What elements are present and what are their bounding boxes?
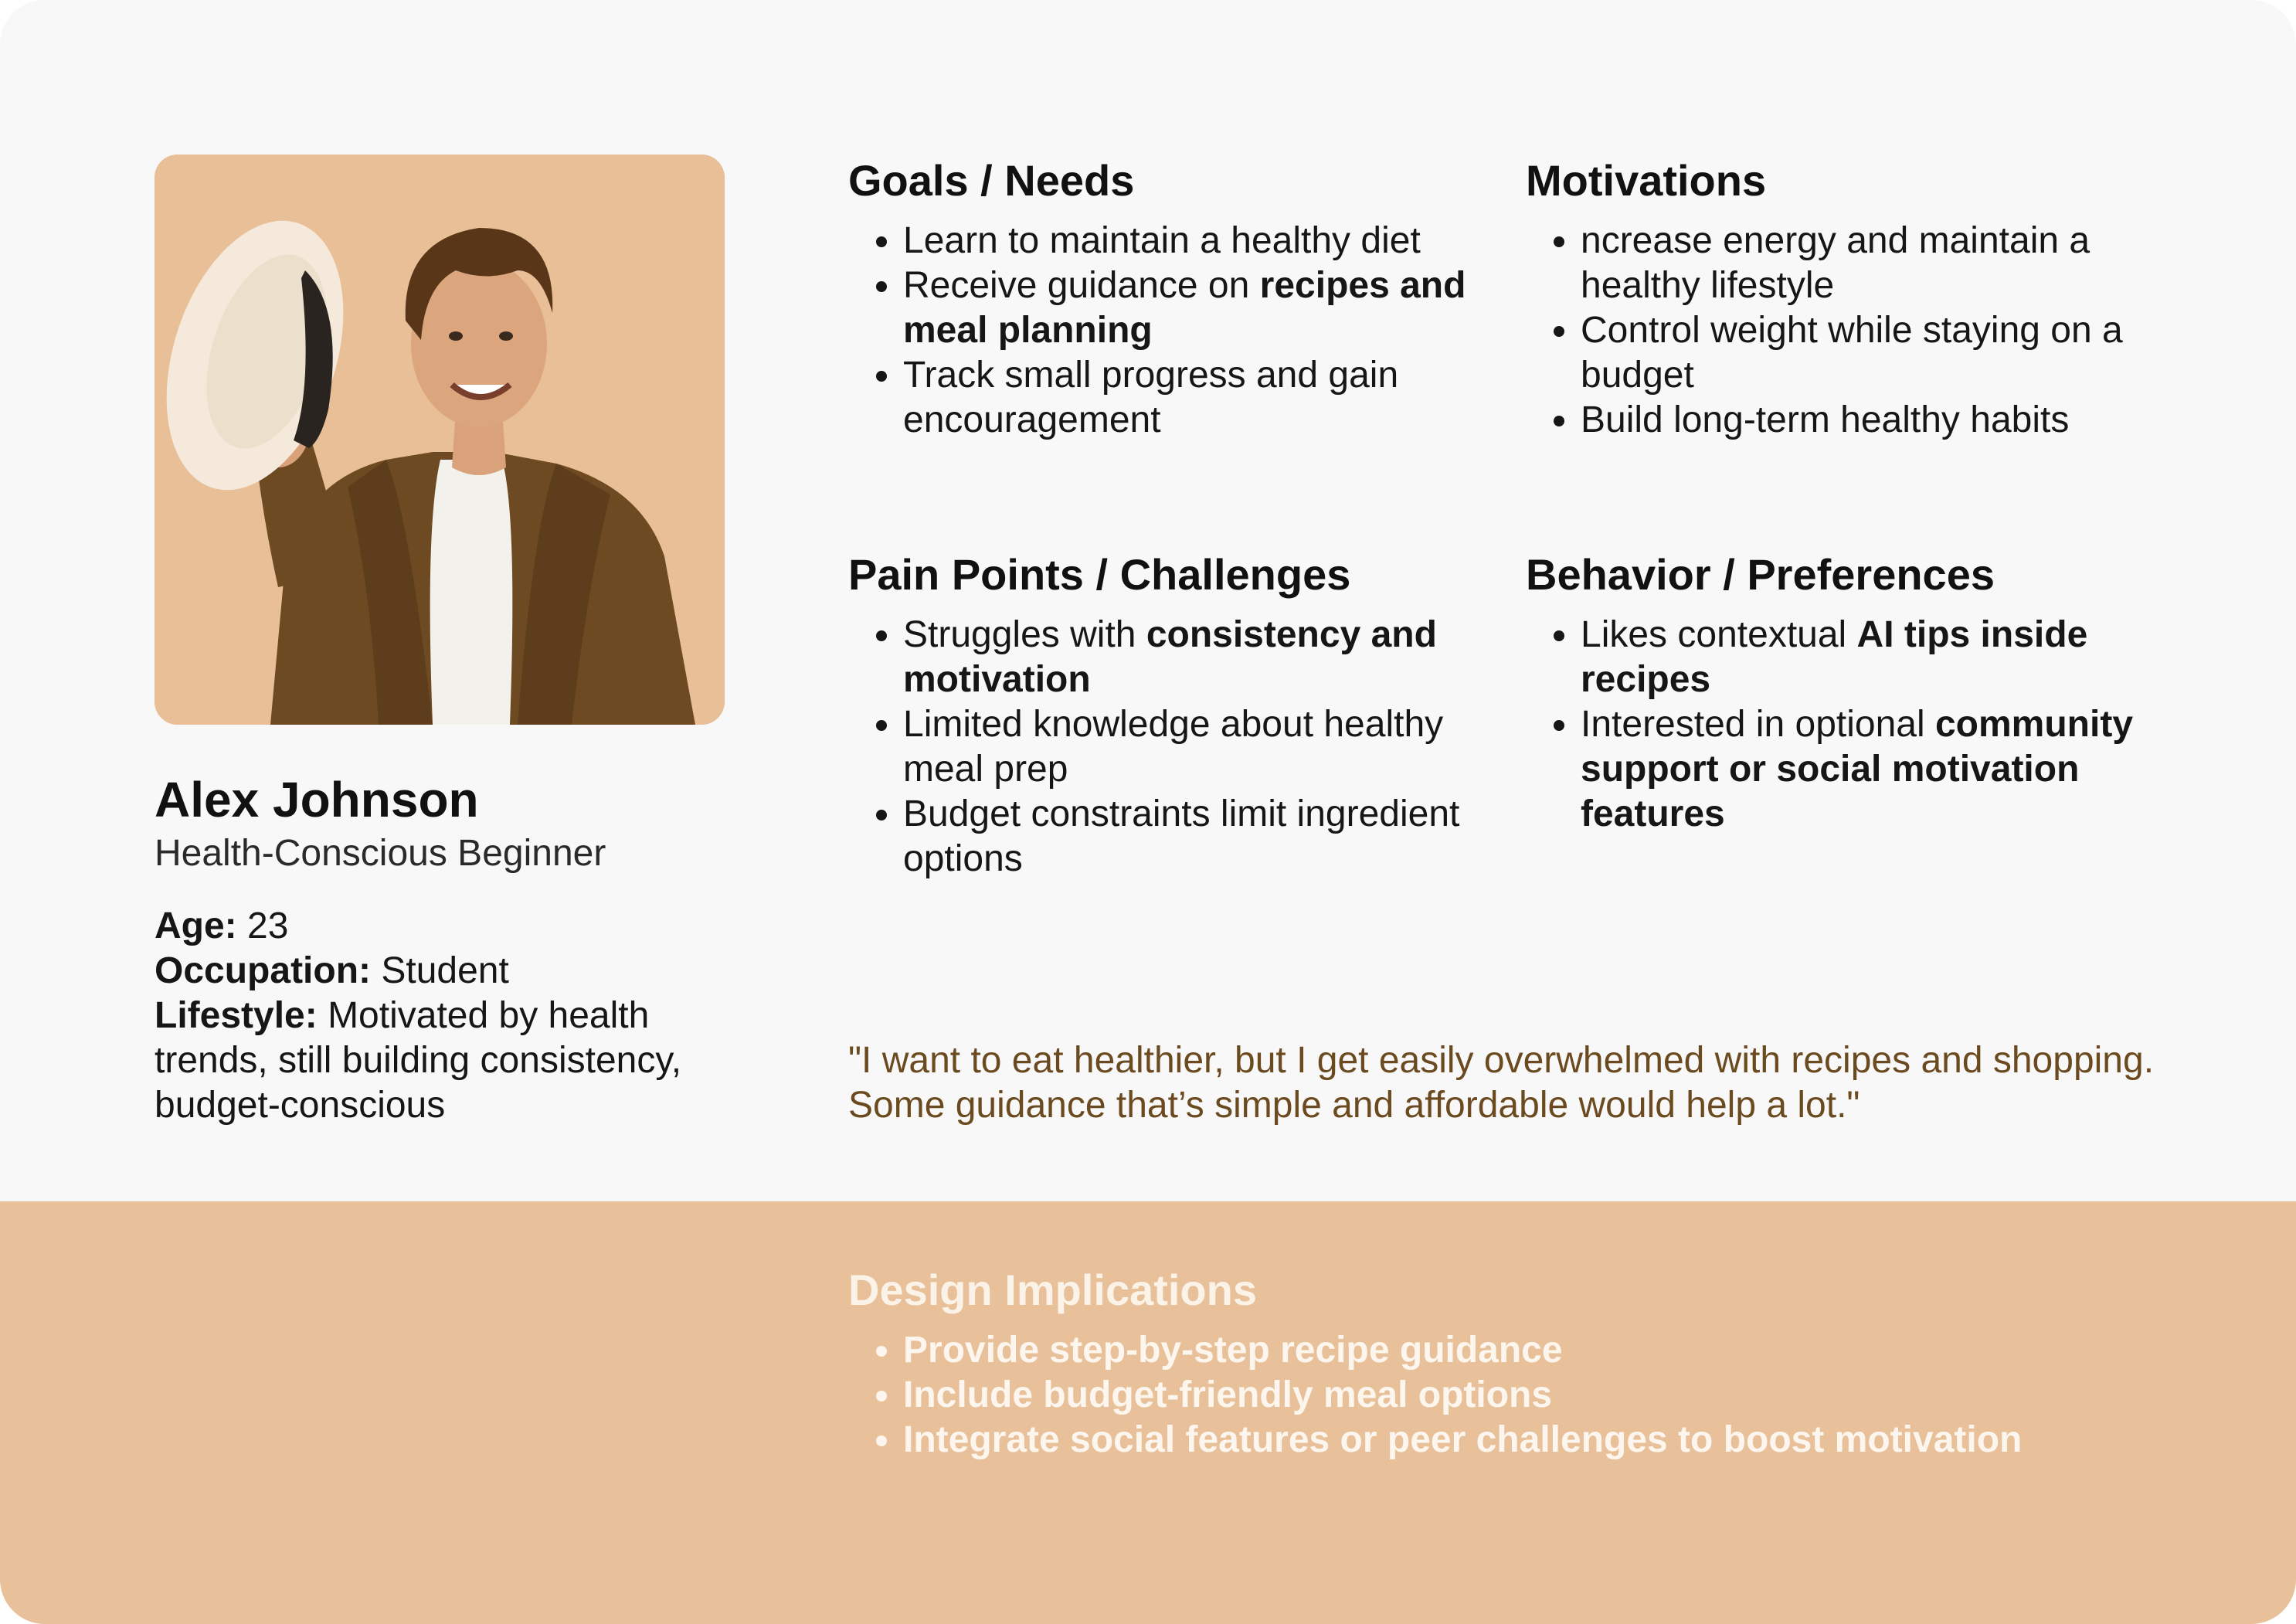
- persona-portrait-illustration: [155, 155, 725, 725]
- pain-points-title: Pain Points / Challenges: [848, 550, 1351, 599]
- item-text: Limited knowledge about healthy meal prep: [903, 704, 1444, 790]
- persona-facts: [155, 904, 726, 1128]
- fact-value: 23: [236, 905, 289, 946]
- design-implications-section: [848, 1263, 2022, 1463]
- persona-quote: "I want to eat healthier, but I get easily overwhelmed with recipes and shopping. Some guidance that’s simple and affordable would help a lot.": [848, 1040, 2155, 1126]
- list-item: [903, 613, 1482, 702]
- goals-section: [848, 154, 1482, 443]
- behavior-section: [1526, 548, 2159, 837]
- fact-lifestyle: [155, 994, 726, 1128]
- list-item: [1581, 613, 2159, 702]
- item-text: Learn to maintain a healthy diet: [903, 220, 1421, 261]
- fact-value: Motivated by health trends, still building consistency, budget-conscious: [155, 995, 682, 1126]
- fact-age: [155, 904, 726, 949]
- list-item: [903, 702, 1482, 792]
- fact-value: Student: [371, 950, 509, 991]
- list-item: [903, 353, 1482, 443]
- list-item: [1581, 398, 2159, 443]
- goals-list: [848, 219, 1482, 443]
- list-item: [903, 792, 1482, 882]
- list-item: • Integrate social features or peer challenges to boost motivation: [903, 1418, 2022, 1463]
- behavior-title: Behavior / Preferences: [1526, 550, 1995, 599]
- list-item: [1581, 308, 2159, 398]
- item-bold: community support or social motivation features: [1581, 704, 2134, 834]
- list-item: [903, 263, 1482, 353]
- list-item: • Provide step-by-step recipe guidance: [903, 1328, 2022, 1373]
- item-bold: AI tips inside recipes: [1581, 614, 2088, 700]
- item-text: Receive guidance on: [903, 265, 1260, 306]
- item-bold: recipes and meal planning: [903, 265, 1466, 351]
- goals-title: Goals / Needs: [848, 156, 1135, 205]
- item-text: Budget constraints limit ingredient options: [903, 793, 1460, 879]
- behavior-list: [1526, 613, 2159, 837]
- item-text: Struggles with: [903, 614, 1146, 655]
- item-text: Interested in optional: [1581, 704, 1935, 745]
- persona-photo: [155, 155, 725, 725]
- motivations-list: [1526, 219, 2159, 443]
- list-item: • Include budget-friendly meal options: [903, 1373, 2022, 1418]
- item-text: Likes contextual: [1581, 614, 1857, 655]
- motivations-section: [1526, 154, 2159, 443]
- item-text: ncrease energy and maintain a healthy lifestyle: [1581, 220, 2091, 306]
- motivations-title: Motivations: [1526, 156, 1767, 205]
- list-item: [1581, 219, 2159, 308]
- item-bold: consistency and motivation: [903, 614, 1437, 700]
- persona-name: Alex Johnson: [155, 772, 479, 827]
- fact-label: Occupation:: [155, 950, 372, 991]
- list-item: [1581, 702, 2159, 837]
- design-implications-title: Design Implications: [848, 1266, 1257, 1314]
- fact-label: Lifestyle:: [155, 995, 318, 1036]
- list-item: [903, 219, 1482, 263]
- item-text: Track small progress and gain encouragement: [903, 355, 1399, 440]
- pain-points-list: [848, 613, 1482, 882]
- persona-role: Health-Conscious Beginner: [155, 833, 606, 874]
- item-text: Control weight while staying on a budget: [1581, 310, 2123, 396]
- fact-label: Age:: [155, 905, 237, 946]
- design-implications-list: [848, 1328, 2022, 1463]
- item-text: Build long-term healthy habits: [1581, 399, 2070, 440]
- fact-occupation: [155, 949, 726, 994]
- pain-points-section: [848, 548, 1482, 882]
